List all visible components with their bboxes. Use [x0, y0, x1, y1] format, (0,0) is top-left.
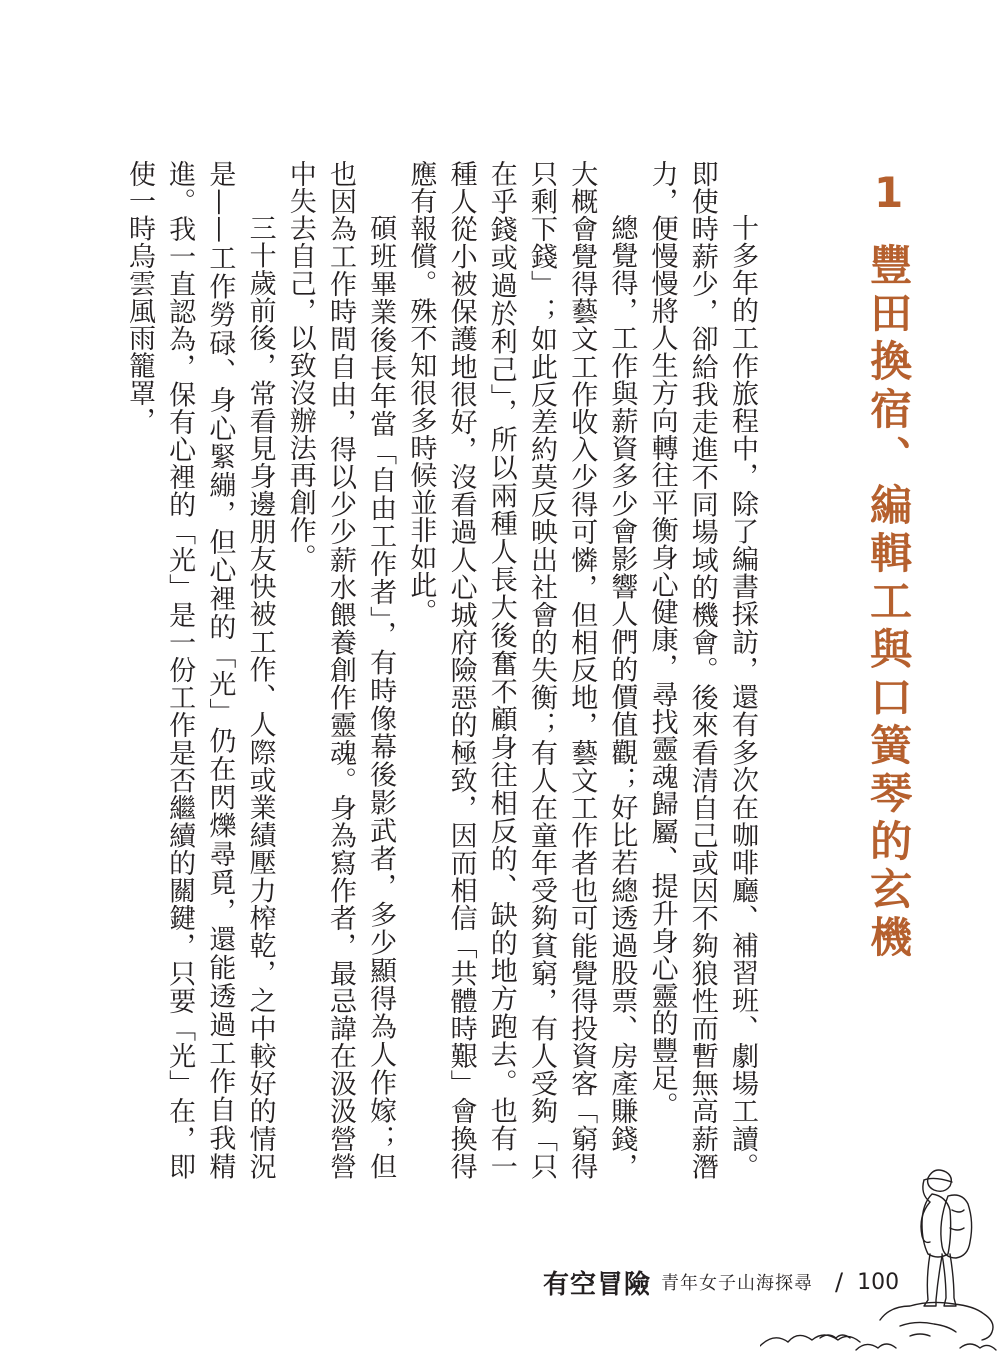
- footer-book-title: 有空冒險: [543, 1269, 652, 1300]
- footer-book-subtitle: 青年女子山海探尋: [661, 1273, 814, 1294]
- chapter-number: 1: [864, 168, 914, 223]
- body-text: [119, 160, 762, 1180]
- paragraph-2: 總覺得，工作與薪資多少會影響人們的價值觀；好比若總透過股票、房產賺錢，大概會覺得藝文工作收入少得可憐，但相反地，藝文工作者也可能覺得投資客「窮得只剩下錢」；如此反差約莫反映出社會的失衡；有人在童年受夠貧窮，有人受夠「只在乎錢或過於利己」，所以兩種人長大後奮不顧身往相反的、缺的地方跑去。也有一種人從小被保護地很好，沒看過人心城府險惡的極致，因而相信「共體時艱」會換得應有報償。殊不知很多時候並非如此。: [405, 160, 638, 1180]
- paragraph-4: 三十歲前後，常看見身邊朋友快被工作、人際或業績壓力榨乾，之中較好的情況是——工作勞碌、身心緊繃，但心裡的「光」仍在閃爍尋覓，還能透過工作自我精進。我一直認為，保有心裡的「光」是一份工作是否繼續的關鍵，只要「光」在，即使一時烏雲風雨籠罩，: [123, 160, 276, 1180]
- paragraph-1: 十多年的工作旅程中，除了編書採訪，還有多次在咖啡廳、補習班、劇場工讀。即使時薪少，卻給我走進不同場域的機會。後來看清自己或因不夠狼性而暫無高薪潛力，便慢慢將人生方向轉往平衡身心健康，尋找靈魂歸屬、提升身心靈的豐足。: [646, 160, 758, 1180]
- chapter-title: [860, 168, 916, 963]
- paragraph-3: 碩班畢業後長年當「自由工作者」，有時像幕後影武者，多少顯得為人作嫁；但也因為工作時間自由，得以少少薪水餵養創作靈魂。身為寫作者，最忌諱在汲汲營營中失去自己，以致沒辦法再創作。: [284, 160, 397, 1180]
- chapter-title-text: 豐田換宿、編輯工與口簧琴的玄機: [864, 243, 914, 963]
- hiker-on-rock-illustration: [760, 1150, 1000, 1353]
- footer-separator: /: [835, 1268, 844, 1296]
- page-number: 100: [857, 1269, 900, 1295]
